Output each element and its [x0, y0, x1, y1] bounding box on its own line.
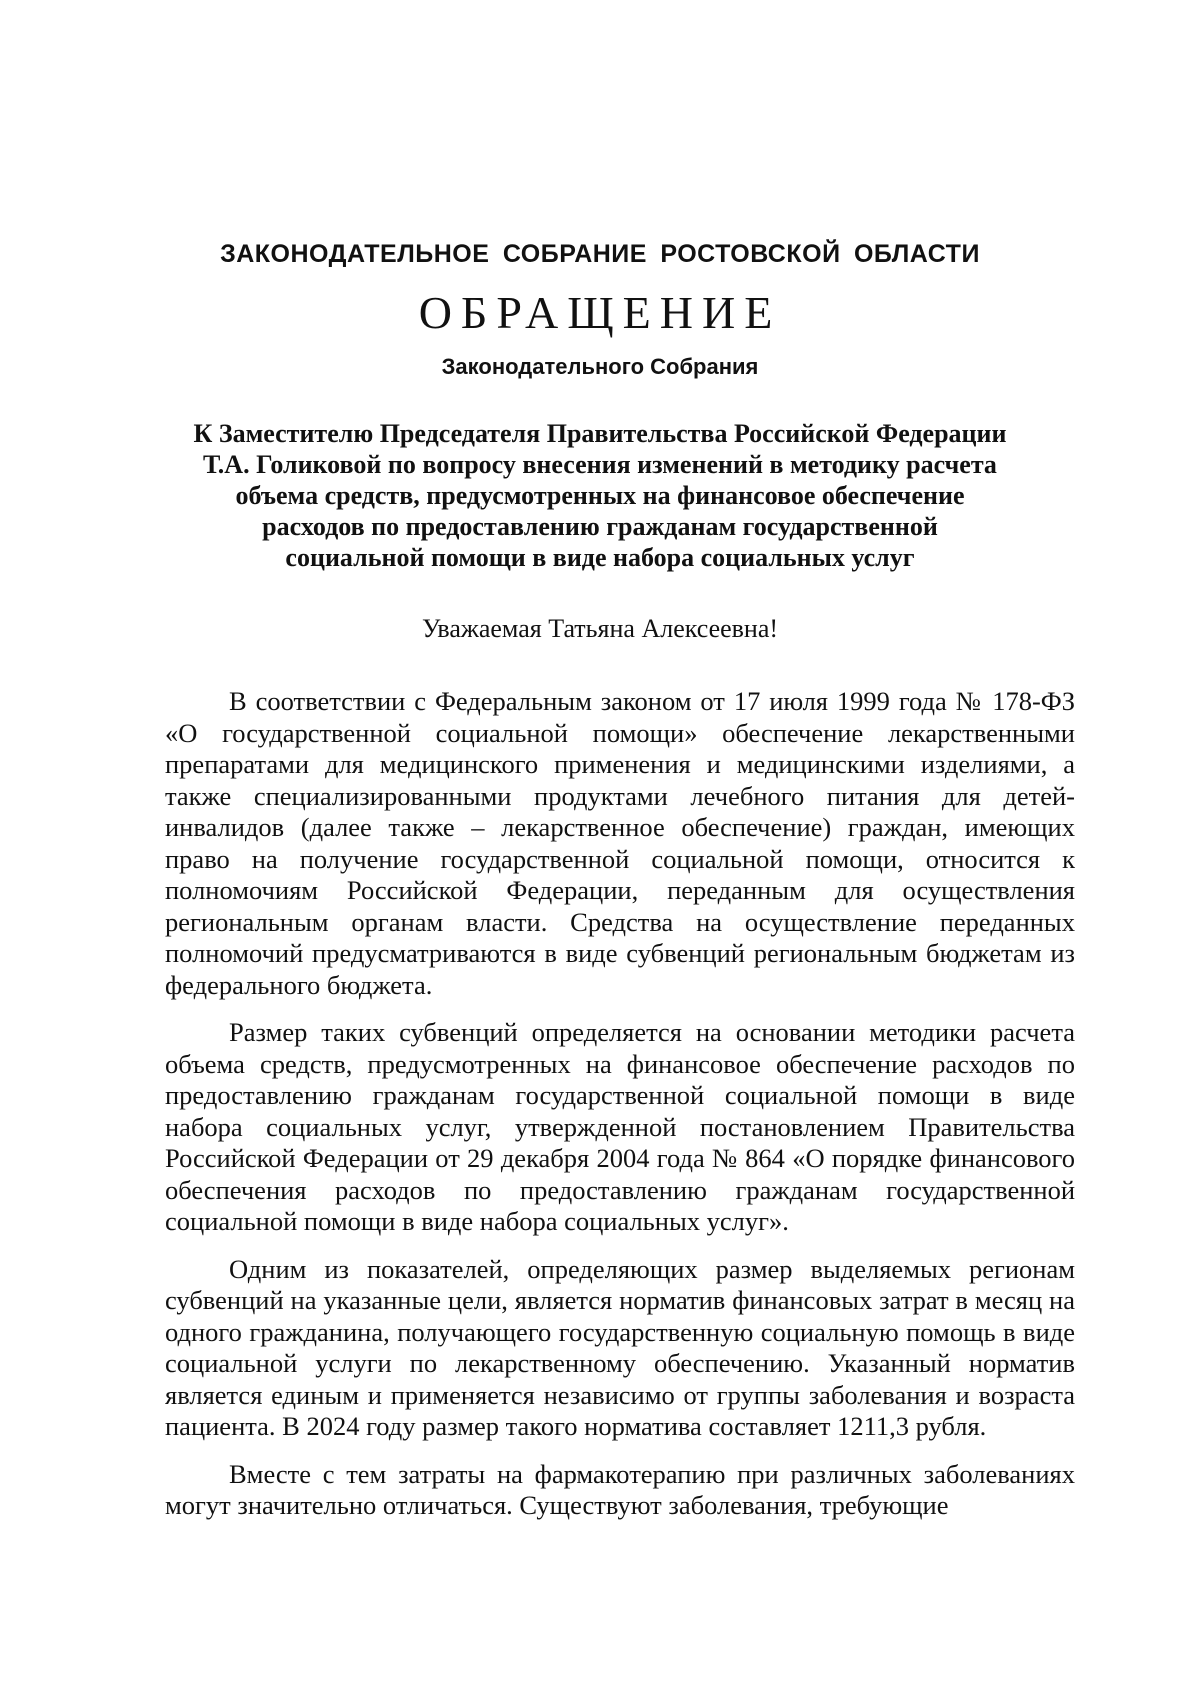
subject-line: социальной помощи в виде набора социальных услуг — [285, 543, 915, 572]
body-paragraph: Размер таких субвенций определяется на основании методики расчета объема средств, предусмотренных на финансовое обеспечение расходов по предоставлению гражданам государственной социальной помощи в виде набора социальных услуг, утвержденной постановлением Правительства Российской Федерации от 29 декабря 2004 года № 864 «О порядке финансового обеспечения расходов по предоставлению гражданам государственной социальной помощи в виде набора социальных услуг». — [165, 1017, 1075, 1236]
subject-line: Т.А. Голиковой по вопросу внесения изменений в методику расчета — [203, 450, 997, 479]
body-paragraph: В соответствии с Федеральным законом от 17 июля 1999 года № 178-ФЗ «О государственной социальной помощи» обеспечение лекарственными препаратами для медицинского применения и медицинскими изделиями, а также специализированными продуктами лечебного питания для детей-инвалидов (далее также – лекарственное обеспечение) граждан, имеющих право на получение государственной социальной помощи, относится к полномочиям Российской Федерации, переданным для осуществления региональным органам власти. Средства на осуществление переданных полномочий предусматриваются в виде субвенций региональным бюджетам из федерального бюджета. — [165, 686, 1075, 1000]
document-type-title: ОБРАЩЕНИЕ — [418, 287, 782, 338]
organization-header: ЗАКОНОДАТЕЛЬНОЕ СОБРАНИЕ РОСТОВСКОЙ ОБЛАСТИ — [220, 240, 980, 268]
document-body — [165, 686, 1075, 1538]
salutation: Уважаемая Татьяна Алексеевна! — [421, 614, 779, 643]
body-paragraph: Вместе с тем затраты на фармакотерапию при различных заболеваниях могут значительно отличаться. Существуют заболевания, требующие — [165, 1458, 1075, 1520]
subject-line: объема средств, предусмотренных на финансовое обеспечение — [235, 481, 965, 510]
subject-line: К Заместителю Председателя Правительства Российской Федерации — [193, 419, 1007, 448]
document-subject-title — [140, 418, 1060, 573]
document-source: Законодательного Собрания — [441, 354, 759, 379]
body-paragraph: Одним из показателей, определяющих размер выделяемых регионам субвенций на указанные цели, является норматив финансовых затрат в месяц на одного гражданина, получающего государственную социальную помощь в виде социальной услуги по лекарственному обеспечению. Указанный норматив является единым и применяется независимо от группы заболевания и возраста пациента. В 2024 году размер такого норматива составляет 1211,3 рубля. — [165, 1253, 1075, 1441]
subject-line: расходов по предоставлению гражданам государственной — [262, 512, 938, 541]
